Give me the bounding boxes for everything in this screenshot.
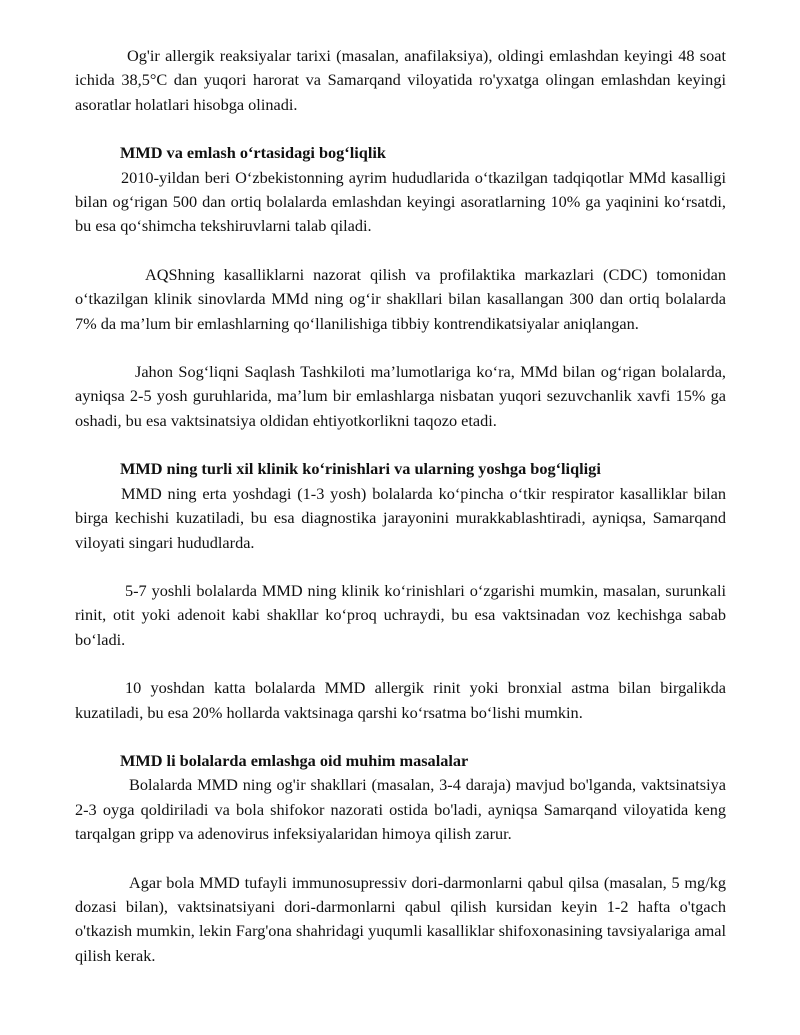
paragraph: 2010-yildan beri O‘zbekistonning ayrim hududlarida o‘tkazilgan tadqiqotlar MMd kasalligi bilan og‘rigan 500 dan ortiq bolalarda emlashdan keyingi asoratlarning 10% ga yaqinini ko‘rsatdi, bu esa qo‘shimcha tekshiruvlarni talab qiladi.	[75, 167, 726, 236]
paragraph: Jahon Sog‘liqni Saqlash Tashkiloti ma’lumotlariga ko‘ra, MMd bilan og‘rigan bolalarda, ayniqsa 2-5 yosh guruhlarida, ma’lum bir emlashlarga nisbatan yuqori sezuvchanlik xavfi 15% ga oshadi, bu esa vaktsinatsiya oldidan ehtiyotkorlikni taqozo etadi.	[75, 362, 726, 430]
paragraph: MMD ning erta yoshdagi (1-3 yosh) bolalarda ko‘pincha o‘tkir respirator kasalliklar bilan birga kechishi kuzatiladi, bu esa diagnostika jarayonini murakkablashtiradi, ayniqsa, Samarqand viloyati singari hududlarda.	[75, 483, 726, 552]
paragraph: 10 yoshdan katta bolalarda MMD allergik rinit yoki bronxial astma bilan birgalikda kuzatiladi, bu esa 20% hollarda vaktsinaga qarshi ko‘rsatma bo‘lishi mumkin.	[75, 678, 726, 722]
section-heading-mmd-emlash: MMD va emlash o‘rtasidagi bog‘liqlik	[120, 143, 386, 163]
paragraph: Bolalarda MMD ning og'ir shakllari (masalan, 3-4 daraja) mavjud bo'lganda, vaktsinatsiya 2-3 oyga qoldiriladi va bola shifokor nazorati ostida bo'ladi, ayniqsa Samarqand viloyatida keng tarqalgan gripp va adenovirus infeksiyalaridan himoya qilish zarur.	[75, 775, 726, 844]
paragraph: AQShning kasalliklarni nazorat qilish va profilaktika markazlari (CDC) tomonidan o‘tkazilgan klinik sinovlarda MMd ning og‘ir shakllari bilan kasallangan 300 dan ortiq bolalarda 7% da ma’lum bir emlashlarning qo‘llanilishiga tibbiy kontrendikatsiyalar aniqlangan.	[75, 264, 726, 333]
intro-paragraph: Og'ir allergik reaksiyalar tarixi (masalan, anafilaksiya), oldingi emlashdan keyingi 48 soat ichida 38,5°C dan yuqori harorat va Samarqand viloyatida ro'yxatga olingan emlashdan keyingi asoratlar holatlari hisobga olinadi.	[75, 46, 726, 114]
paragraph: 5-7 yoshli bolalarda MMD ning klinik ko‘rinishlari o‘zgarishi mumkin, masalan, surunkali rinit, otit yoki adenoit kabi shakllar ko‘proq uchraydi, bu esa vaktsinadan voz kechishga sabab bo‘ladi.	[75, 580, 726, 649]
section-heading-emlash-masalalar: MMD li bolalarda emlashga oid muhim masalalar	[120, 750, 469, 770]
paragraph: Agar bola MMD tufayli immunosupressiv dori-darmonlarni qabul qilsa (masalan, 5 mg/kg dozasi bilan), vaktsinatsiyani dori-darmonlarni qabul qilish kursidan keyin 1-2 hafta o'tgach o'tkazish mumkin, lekin Farg'ona shahridagi yuqumli kasalliklar shifoxonasining tavsiyalariga amal qilish kerak.	[75, 872, 726, 965]
section-heading-klinik-korinishlar: MMD ning turli xil klinik ko‘rinishlari va ularning yoshga bog‘liqligi	[120, 459, 601, 479]
